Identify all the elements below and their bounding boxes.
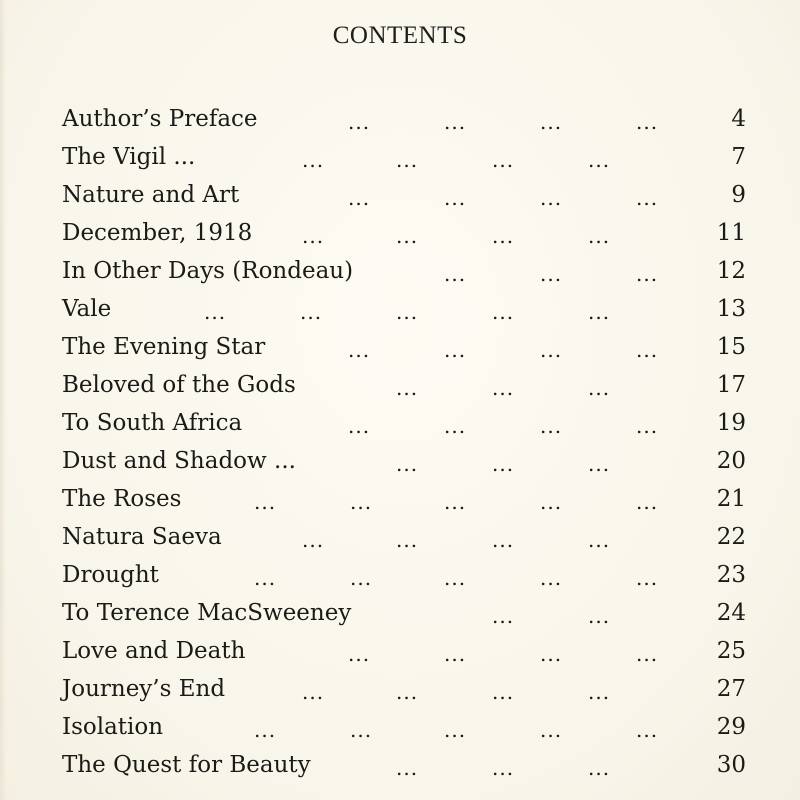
toc-entry xyxy=(0,556,800,594)
leader-dots: ... xyxy=(396,376,419,400)
toc-entry-page-number: 9 xyxy=(731,182,746,208)
leader-dots: ... xyxy=(540,566,563,590)
leader-dots: ... xyxy=(588,528,611,552)
toc-entry-title: Isolation xyxy=(62,714,164,740)
page-title: CONTENTS xyxy=(332,22,468,49)
leader-dots: ... xyxy=(444,338,467,362)
leader-dots: ... xyxy=(636,642,659,666)
leader-dots: ... xyxy=(348,338,371,362)
toc-entry xyxy=(0,138,800,176)
toc-entry-page-number: 22 xyxy=(716,524,746,550)
leader-dots: ... xyxy=(540,262,563,286)
leader-dots: ... xyxy=(492,300,515,324)
leader-dots: ... xyxy=(636,414,659,438)
leader-dots: ... xyxy=(588,148,611,172)
toc-entry xyxy=(0,214,800,252)
toc-entry-title: Love and Death xyxy=(62,638,246,664)
leader-dots: ... xyxy=(540,490,563,514)
toc-entry xyxy=(0,252,800,290)
leader-dots: ... xyxy=(302,528,325,552)
leader-dots: ... xyxy=(636,186,659,210)
leader-dots: ... xyxy=(396,148,419,172)
toc-entry xyxy=(0,594,800,632)
leader-dots: ... xyxy=(588,452,611,476)
toc-entry-page-number: 4 xyxy=(731,106,746,132)
toc-entry xyxy=(0,480,800,518)
leader-dots: ... xyxy=(254,718,277,742)
toc-entry-title: Beloved of the Gods xyxy=(62,372,296,398)
toc-entry-page-number: 17 xyxy=(716,372,746,398)
leader-dots: ... xyxy=(492,604,515,628)
leader-dots: ... xyxy=(636,490,659,514)
leader-dots: ... xyxy=(636,566,659,590)
leader-dots: ... xyxy=(254,566,277,590)
toc-entry-title: Vale xyxy=(62,296,112,322)
leader-dots: ... xyxy=(588,376,611,400)
toc-entry-title: The Roses xyxy=(62,486,182,512)
toc-entry-title: December, 1918 xyxy=(62,220,253,246)
leader-dots: ... xyxy=(636,718,659,742)
leader-dots: ... xyxy=(396,452,419,476)
toc-entry-page-number: 29 xyxy=(716,714,746,740)
leader-dots: ... xyxy=(492,452,515,476)
leader-dots: ... xyxy=(300,300,323,324)
toc-entry-title: Drought xyxy=(62,562,159,588)
leader-dots: ... xyxy=(588,224,611,248)
leader-dots: ... xyxy=(588,300,611,324)
leader-dots: ... xyxy=(350,718,373,742)
toc-entry xyxy=(0,404,800,442)
leader-dots: ... xyxy=(302,680,325,704)
leader-dots: ... xyxy=(348,642,371,666)
leader-dots: ... xyxy=(396,680,419,704)
toc-entry-page-number: 21 xyxy=(716,486,746,512)
leader-dots: ... xyxy=(396,224,419,248)
leader-dots: ... xyxy=(540,110,563,134)
leader-dots: ... xyxy=(492,528,515,552)
toc-entry xyxy=(0,670,800,708)
toc-entry xyxy=(0,518,800,556)
toc-entry xyxy=(0,290,800,328)
toc-entry-title: Dust and Shadow ... xyxy=(62,448,296,474)
leader-dots: ... xyxy=(492,376,515,400)
toc-entry xyxy=(0,176,800,214)
toc-entry-page-number: 27 xyxy=(716,676,746,702)
leader-dots: ... xyxy=(492,148,515,172)
table-of-contents xyxy=(0,100,800,790)
leader-dots: ... xyxy=(254,490,277,514)
toc-entry-title: Natura Saeva xyxy=(62,524,222,550)
leader-dots: ... xyxy=(540,642,563,666)
leader-dots: ... xyxy=(540,718,563,742)
toc-entry-page-number: 30 xyxy=(716,752,746,778)
leader-dots: ... xyxy=(492,680,515,704)
leader-dots: ... xyxy=(444,566,467,590)
toc-entry-title: The Quest for Beauty xyxy=(62,752,311,778)
leader-dots: ... xyxy=(636,338,659,362)
leader-dots: ... xyxy=(492,224,515,248)
leader-dots: ... xyxy=(444,262,467,286)
leader-dots: ... xyxy=(540,186,563,210)
leader-dots: ... xyxy=(588,680,611,704)
toc-entry xyxy=(0,632,800,670)
leader-dots: ... xyxy=(350,566,373,590)
leader-dots: ... xyxy=(444,718,467,742)
toc-entry-page-number: 19 xyxy=(716,410,746,436)
leader-dots: ... xyxy=(348,110,371,134)
toc-entry-page-number: 24 xyxy=(716,600,746,626)
leader-dots: ... xyxy=(348,414,371,438)
toc-entry xyxy=(0,366,800,404)
leader-dots: ... xyxy=(302,148,325,172)
toc-entry-page-number: 11 xyxy=(716,220,746,246)
leader-dots: ... xyxy=(588,756,611,780)
toc-entry-title: The Evening Star xyxy=(62,334,266,360)
leader-dots: ... xyxy=(540,414,563,438)
toc-entry-title: Nature and Art xyxy=(62,182,240,208)
toc-entry-page-number: 13 xyxy=(716,296,746,322)
leader-dots: ... xyxy=(444,110,467,134)
leader-dots: ... xyxy=(636,262,659,286)
leader-dots: ... xyxy=(540,338,563,362)
toc-entry-page-number: 20 xyxy=(716,448,746,474)
toc-entry xyxy=(0,100,800,138)
toc-entry-title: The Vigil ... xyxy=(62,144,196,170)
leader-dots: ... xyxy=(636,110,659,134)
toc-entry xyxy=(0,328,800,366)
toc-entry xyxy=(0,746,800,784)
leader-dots: ... xyxy=(444,186,467,210)
toc-entry-page-number: 23 xyxy=(716,562,746,588)
toc-entry-page-number: 15 xyxy=(716,334,746,360)
leader-dots: ... xyxy=(444,642,467,666)
leader-dots: ... xyxy=(396,300,419,324)
toc-entry-title: Author’s Preface xyxy=(62,106,258,132)
leader-dots: ... xyxy=(204,300,227,324)
leader-dots: ... xyxy=(588,604,611,628)
leader-dots: ... xyxy=(302,224,325,248)
leader-dots: ... xyxy=(492,756,515,780)
toc-entry xyxy=(0,442,800,480)
toc-entry-title: In Other Days (Rondeau) xyxy=(62,258,354,284)
toc-entry-title: To Terence MacSweeney xyxy=(62,600,352,626)
toc-entry-page-number: 25 xyxy=(716,638,746,664)
toc-entry-page-number: 12 xyxy=(716,258,746,284)
toc-entry-title: To South Africa xyxy=(62,410,243,436)
leader-dots: ... xyxy=(444,490,467,514)
toc-entry-title: Journey’s End xyxy=(62,676,226,702)
leader-dots: ... xyxy=(396,528,419,552)
toc-entry-page-number: 7 xyxy=(731,144,746,170)
toc-entry xyxy=(0,708,800,746)
leader-dots: ... xyxy=(348,186,371,210)
leader-dots: ... xyxy=(350,490,373,514)
leader-dots: ... xyxy=(396,756,419,780)
leader-dots: ... xyxy=(444,414,467,438)
